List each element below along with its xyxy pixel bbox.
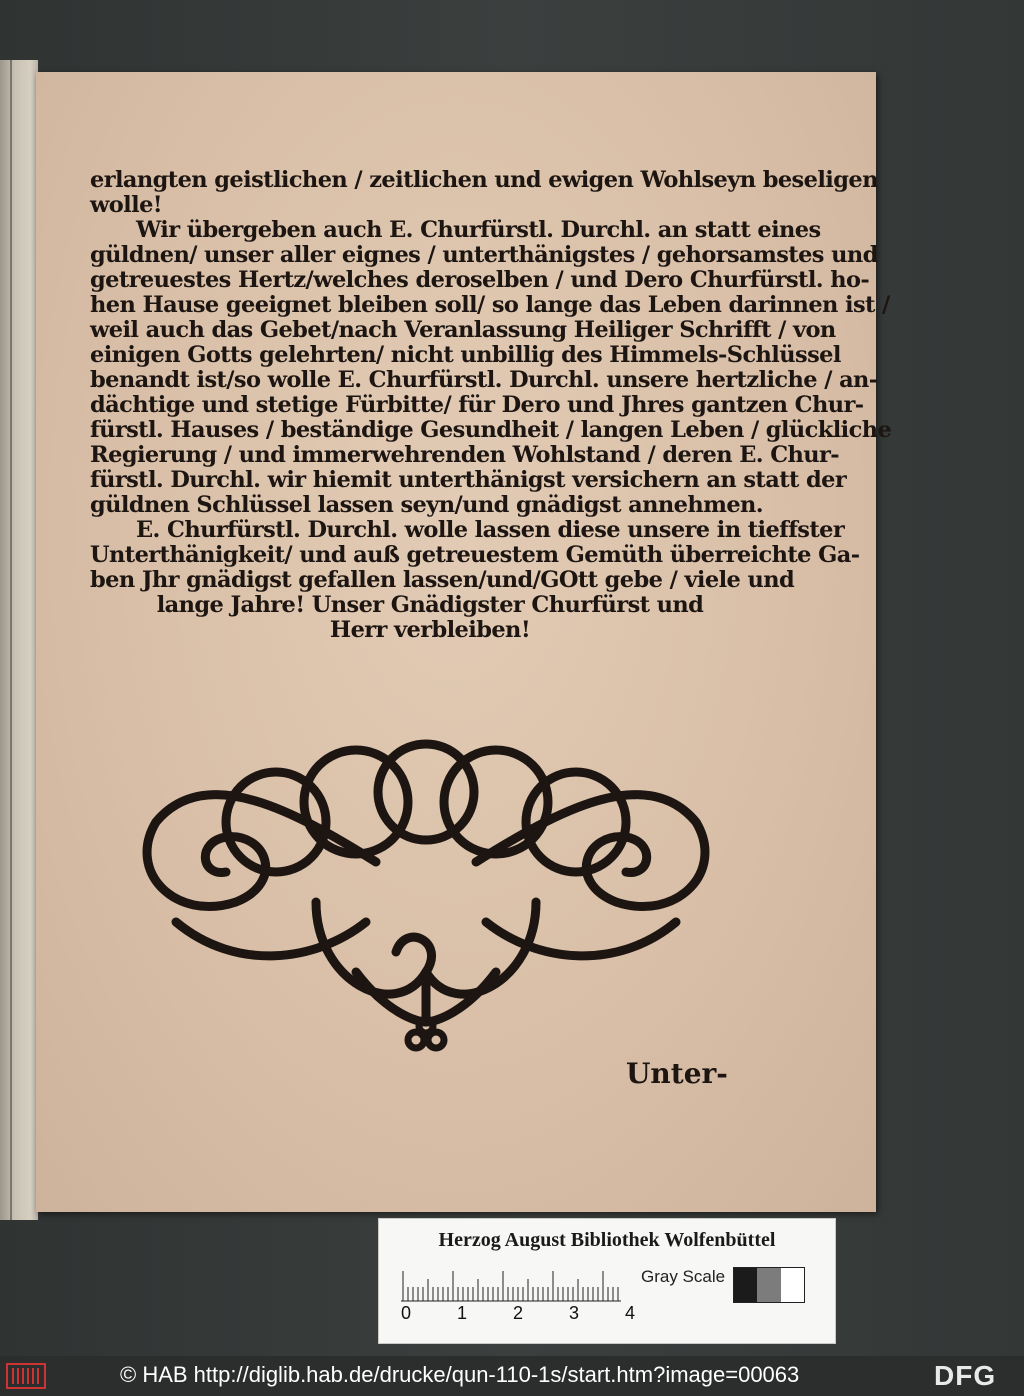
text-line: E. Churfürstl. Durchl. wolle lassen diese unsere in tieffster bbox=[136, 517, 845, 543]
copyright-url[interactable]: © HAB http://diglib.hab.de/drucke/qun-110-1s/start.htm?image=00063 bbox=[120, 1362, 800, 1387]
text-line: dächtige und stetige Fürbitte/ für Dero und Jhres gantzen Chur- bbox=[90, 392, 864, 418]
gray-scale-label: Gray Scale bbox=[641, 1267, 726, 1286]
gray-scale-swatches bbox=[733, 1267, 805, 1303]
text-line: fürstl. Durchl. wir hiemit unterthänigst versichern an statt der bbox=[90, 467, 847, 493]
gray-swatch-black bbox=[734, 1268, 757, 1302]
previous-page-edge bbox=[0, 60, 38, 1220]
centimeter-ruler bbox=[401, 1263, 621, 1303]
ruler-number: 1 bbox=[457, 1303, 468, 1323]
text-line: Regierung / und immerwehrenden Wohlstand / deren E. Chur- bbox=[90, 442, 840, 468]
ruler-number: 2 bbox=[513, 1303, 524, 1323]
text-line: Wir übergeben auch E. Churfürstl. Durchl. an statt eines bbox=[136, 217, 821, 243]
gray-swatch-white bbox=[781, 1268, 804, 1302]
text-line: Herr verbleiben! bbox=[329, 617, 531, 643]
text-line: lange Jahre! Unser Gnädigster Churfürst und bbox=[156, 592, 704, 618]
library-logo-icon bbox=[6, 1362, 46, 1390]
page-text-block bbox=[90, 167, 892, 643]
text-line: weil auch das Gebet/nach Veranlassung Heiliger Schrifft / von bbox=[90, 317, 836, 343]
color-calibration-card bbox=[378, 1218, 836, 1344]
ruler-number: 4 bbox=[625, 1303, 636, 1323]
text-line: güldnen Schlüssel lassen seyn/und gnädigst annehmen. bbox=[90, 492, 764, 518]
ruler-number: 0 bbox=[401, 1303, 412, 1323]
gray-swatch-mid bbox=[757, 1268, 780, 1302]
text-line: ben Jhr gnädigst gefallen lassen/und/GOtt gebe / viele und bbox=[90, 567, 795, 593]
dfg-logo: DFG bbox=[934, 1360, 997, 1391]
text-line: hen Hause geeignet bleiben soll/ so lange das Leben darinnen ist / bbox=[90, 292, 890, 318]
text-line: getreuestes Hertz/welches deroselben / und Dero Churfürstl. ho- bbox=[90, 267, 870, 293]
text-line: Unterthänigkeit/ und auß getreuestem Gemüth überreichte Ga- bbox=[90, 542, 860, 568]
book-page bbox=[36, 72, 892, 1212]
library-name: Herzog August Bibliothek Wolfenbüttel bbox=[438, 1229, 776, 1251]
ruler-number: 3 bbox=[569, 1303, 580, 1323]
text-line: güldnen/ unser aller eignes / unterthänigstes / gehorsamstes und bbox=[90, 242, 878, 268]
footer-bar bbox=[0, 1356, 1024, 1396]
text-line: einigen Gotts gelehrten/ nicht unbillig des Himmels-Schlüssel bbox=[90, 342, 841, 368]
calligraphic-flourish-ornament bbox=[116, 722, 736, 1062]
text-line: fürstl. Hauses / beständige Gesundheit / langen Leben / glückliche bbox=[90, 417, 892, 443]
text-line: erlangten geistlichen / zeitlichen und ewigen Wohlseyn beseligen bbox=[90, 167, 878, 193]
catchword: Unter- bbox=[626, 1057, 728, 1090]
text-line: wolle! bbox=[90, 192, 163, 218]
text-line: benandt ist/so wolle E. Churfürstl. Durchl. unsere hertzliche / an- bbox=[90, 367, 878, 393]
